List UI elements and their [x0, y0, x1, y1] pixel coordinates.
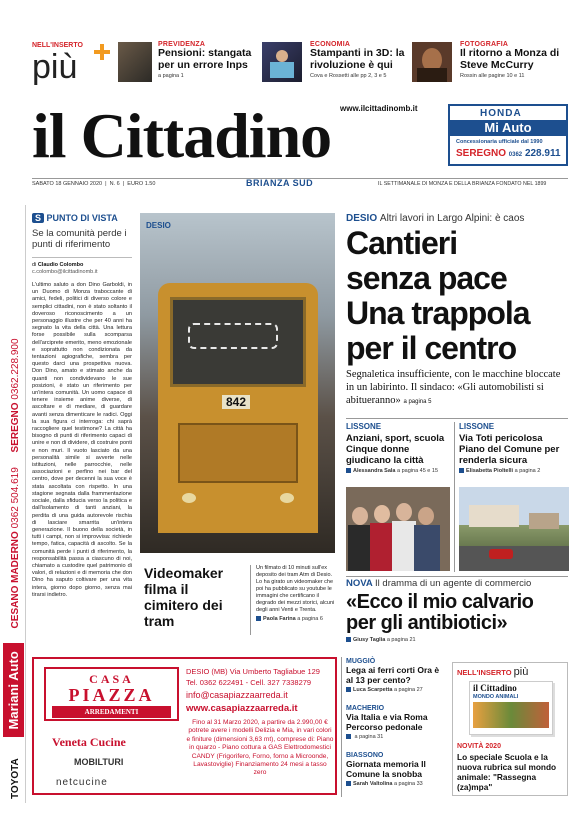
byline-name: Alessandra Sala: [353, 468, 396, 474]
inserto-logo: più: [32, 48, 78, 86]
short-title: Giornata memoria Il Comune la snobba: [346, 759, 426, 779]
inserto-box-cat: NOVITÀ 2020: [457, 743, 501, 750]
story-place: LISSONE: [346, 422, 382, 431]
inserto-box-label: [457, 666, 528, 678]
teaser-title: Stampanti in 3D: la rivoluzione è qui: [310, 47, 405, 71]
veneta-logo: Veneta Cucine: [52, 735, 126, 749]
brand-arredamenti: ARREDAMENTI: [52, 706, 171, 718]
ad-promo: Fino al 31 Marzo 2020, a partire da 2.990,00 € potrete avere i modelli Delizia e Mia, in vari colori e finiture (dimensioni 3,63 mt), comprese di: Piano in quarzo - Piano cottura a GAS Elettrodomestici CANDY (Frigorifero, Forno, forno a Microonde, Lavastoviglie) Finanziamento 24 mesi a tasso zero: [186, 719, 334, 777]
tram-photo[interactable]: [140, 213, 335, 553]
tram-number: 842: [222, 395, 250, 409]
brand-casa: CASA: [89, 672, 134, 686]
byline-name: Sarah Valtolina: [353, 781, 393, 787]
editorial-column: [32, 213, 132, 713]
byline-page: a pagina 45 e 15: [397, 468, 439, 474]
nova-headline-line: «Ecco il mio calvario: [346, 591, 534, 613]
side-city-2: SEREGNO: [10, 402, 21, 453]
masthead-title: il Cittadino: [32, 100, 332, 171]
lead-headline-line: Cantieri: [346, 225, 458, 261]
inserto-cover: [469, 681, 553, 735]
author-email[interactable]: c.colombo@ilcittadinomb.it: [32, 269, 98, 275]
byline-name: Elisabetta Pioltelli: [466, 468, 514, 474]
editorial-header: [32, 213, 132, 223]
ad-address: DESIO (MB) Via Umberto Tagliabue 129: [186, 667, 320, 676]
printer-photo: [262, 42, 302, 82]
honda-line: Concessionaria ufficiale dal 1990: [456, 139, 543, 145]
mccurry-photo: [412, 42, 452, 82]
teaser-meta: Rossin alle pagine 10 e 11: [460, 73, 525, 79]
side-phone-2: 0362.228.900: [10, 338, 21, 400]
lead-headline-line: Una trappola: [346, 295, 530, 331]
lead-place: DESIO: [346, 213, 378, 224]
short-item[interactable]: [346, 658, 446, 705]
photo-summary-text: Un filmato di 10 minuti sull'ex deposito dei tram Atm di Desio. Lo ha girato un videomaker che poi ha pubblicato su youtube le immagini che certificano il degrado dei mezzi storici, alcuni degli anni Venti e Trenta.: [256, 565, 335, 613]
mobilturi-logo: MOBILTURI: [74, 757, 124, 767]
short-byline: [346, 687, 446, 693]
toyota-side-ad[interactable]: [2, 205, 26, 803]
issue-date: SABATO 18 GENNAIO 2020: [32, 181, 103, 187]
short-place: BIASSONO: [346, 752, 384, 759]
editorial-body: L'ultimo saluto a don Dino Garboldi, in un Duomo di Monza traboccante di amici, fedeli, politici di diverso colore e semplici cittadini, non è stato soltanto il doveroso riconoscimento a un personaggio illustre che per 40 anni ha segnato la vita della città. Una lettura forse possibile sulla scomparsa dell'arciprete emerito, meno emozionale e soprattutto non condizionata da tentazioni agiografiche, sembra per questo darci una prospettiva nuova. Don Dino, amato e stimato anche da quanti non condividevano le sue posizioni, è stato un riferimento per un'intera comunità. Un uomo capace di tenere insieme anime diverse, di ascoltare e di mediare, di guardare avanti senza dimenticare le radici. Oggi la sua figura ci interroga: chi saprà raccogliere quel testimone? La città ha bisogno di punti di riferimento capaci di unire e non di dividere, di costruire ponti e non muri. Il vuoto lasciato da una personalità simile si avverte nelle istituzioni, nelle parrocchie, nelle associazioni e perfino nei bar del centro, dove per decenni la sua voce è stata ascoltata con rispetto. In una stagione segnata dalla frammentazione sociale, dalla sfiducia verso la politica e dall'isolamento di tanti anziani, la perdita di una guida autorevole rischia di lasciare smarrita un'intera generazione. Il buono della società, in tutti i campi, non si improvvisa: richiede tempo, fatica, capacità di ascolto. Se la comunità perde i punti di riferimento, la responsabilità passa a ciascuno di noi, chiamato a custodire quel patrimonio di valori, di relazioni e di memoria che don Dino ha saputo coltivare per una vita intera, giorno dopo giorno, senza mai tirarsi indietro.: [32, 282, 132, 598]
lissone-story-1[interactable]: [346, 422, 450, 474]
inserto-box[interactable]: [452, 662, 568, 796]
byline-name: Giusy Taglia: [353, 637, 386, 643]
lead-summary-text: Segnaletica insufficiente, con le macchine bloccate in un labirinto. Il sindaco: «Gli automobilisti si abitueranno»: [346, 369, 561, 406]
ad-phones: Tel. 0362 622491 - Cell. 327 7338279: [186, 678, 312, 687]
story-title: Via Toti pericolosa Piano del Comune per renderla sicura: [459, 433, 560, 466]
teaser-category: ECONOMIA: [310, 41, 351, 48]
short-place: MACHERIO: [346, 705, 385, 712]
byline-name: Luca Scarpetta: [353, 687, 393, 693]
lead-kicker: [346, 213, 524, 224]
photo-headline[interactable]: Videomaker filma il cimitero dei tram: [144, 565, 224, 629]
lead-page: a pagina 5: [403, 399, 432, 405]
inserto-box-label-text: NELL'INSERTO: [457, 668, 512, 677]
story-title: Anziani, sport, scuola Cinque donne giudicano la città: [346, 433, 445, 466]
byline-page: a pagina 31: [354, 734, 384, 740]
photo-page: a pagina 6: [297, 616, 323, 622]
story-byline: [459, 468, 569, 474]
nova-headline[interactable]: [346, 592, 571, 634]
nova-headline-line: per gli antibiotici»: [346, 612, 508, 634]
inserto-label: NELL'INSERTO: [32, 42, 83, 49]
author-name: Claudio Colombo: [37, 262, 84, 268]
author-prefix: di: [32, 262, 37, 268]
nova-place: NOVA: [346, 578, 373, 589]
brand-piazza: PIAZZA: [68, 685, 155, 705]
honda-dealer: Mi Auto: [450, 120, 566, 136]
short-title: Lega ai ferri corti Ora è al 13 per cento?: [346, 665, 440, 685]
casa-piazza-ad[interactable]: [32, 657, 337, 795]
tagline: IL SETTIMANALE DI MONZA E DELLA BRIANZA FONDATO NEL 1899: [378, 181, 547, 187]
issue-price: EURO 1.50: [127, 181, 156, 187]
honda-logo: HONDA: [480, 108, 522, 119]
nova-byline: [346, 637, 416, 643]
cover-subtitle: MONDO ANIMALI: [473, 694, 519, 700]
lead-summary: [346, 368, 568, 409]
toyota-logo: TOYOTA: [10, 758, 21, 799]
dateline: SABATO 18 GENNAIO 2020 | N. 6 | EURO 1.50: [32, 181, 156, 187]
honda-ad[interactable]: [448, 104, 568, 166]
side-phone-1: 0362 504.619: [10, 467, 21, 529]
teaser-economia[interactable]: [310, 41, 405, 79]
teaser-category: FOTOGRAFIA: [460, 41, 509, 48]
teaser-previdenza[interactable]: [158, 41, 253, 79]
ad-web[interactable]: www.casapiazzaarreda.it: [186, 703, 298, 714]
short-byline: [346, 781, 446, 787]
teaser-meta: Cova e Rossetti alle pp 2, 3 e 5: [310, 73, 387, 79]
teaser-title: Il ritorno a Monza di Steve McCurry: [460, 47, 560, 71]
side-city-1: CESANO MADERNO: [10, 531, 21, 629]
inserto-box-title: Lo speciale Scuola e la nuova rubrica sul mondo animale: "Rassegna (za)mpa": [457, 752, 557, 792]
teaser-category: PREVIDENZA: [158, 41, 206, 48]
honda-city: SEREGNO: [456, 148, 507, 159]
nova-kicker-text: Il dramma di un agente di commercio: [375, 578, 532, 589]
cover-title: il Cittadino: [473, 683, 517, 693]
issue-number: N. 6: [109, 181, 120, 187]
lead-headline[interactable]: [346, 226, 571, 366]
ad-email[interactable]: info@casapiazzaarreda.it: [186, 690, 288, 700]
editorial-badge: S: [32, 213, 44, 223]
mariani-name: Mariani Auto: [3, 643, 24, 737]
short-item[interactable]: [346, 705, 446, 752]
honda-phone: [456, 148, 561, 159]
pension-photo: [118, 42, 152, 82]
photo-summary: [256, 565, 338, 622]
story-byline: [346, 468, 450, 474]
editorial-label: PUNTO DI VISTA: [46, 213, 118, 223]
short-place: MUGGIÒ: [346, 658, 376, 665]
byline-page: a pagina 27: [393, 687, 423, 693]
street-photo[interactable]: [459, 487, 569, 571]
tram-body: [158, 283, 318, 533]
short-item[interactable]: [346, 752, 446, 799]
teaser-title: Pensioni: stangata per un errore Inps: [158, 47, 252, 71]
lead-kicker-text: Altri lavori in Largo Alpini: è caos: [379, 213, 525, 224]
edition-label: BRIANZA SUD: [246, 178, 314, 188]
short-news-list: [346, 658, 446, 799]
editorial-title: Se la comunità perde i punti di riferimento: [32, 228, 127, 250]
netcucine-logo: netcucine: [56, 777, 108, 788]
inserto-promo[interactable]: [32, 42, 122, 90]
editorial-byline: [32, 262, 132, 269]
honda-prefix: 0362: [508, 152, 523, 158]
website-link[interactable]: www.ilcittadinomb.it: [340, 104, 418, 113]
teaser-fotografia[interactable]: [460, 41, 565, 79]
inserto-box-logo: più: [513, 666, 529, 678]
women-photo[interactable]: [346, 487, 450, 571]
teaser-meta: a pagina 1: [158, 73, 184, 79]
casa-piazza-logo: [44, 667, 179, 721]
short-title: Via Italia e via Roma Percorso pedonale: [346, 712, 428, 732]
byline-page: a pagina 33: [393, 781, 423, 787]
byline-page: a pagina 21: [386, 637, 416, 643]
honda-number: 228.911: [524, 148, 561, 159]
photo-byline-name: Paola Farina: [263, 616, 296, 622]
lead-headline-line: per il centro: [346, 330, 517, 366]
nova-kicker: [346, 578, 531, 589]
story-place: LISSONE: [459, 422, 495, 431]
byline-page: a pagina 2: [514, 468, 541, 474]
lissone-story-2[interactable]: [459, 422, 569, 474]
photo-byline: [256, 616, 338, 622]
photo-place: DESIO: [146, 221, 171, 230]
lead-headline-line: senza pace: [346, 260, 507, 296]
short-byline: [346, 734, 446, 740]
plus-icon: [94, 44, 110, 60]
